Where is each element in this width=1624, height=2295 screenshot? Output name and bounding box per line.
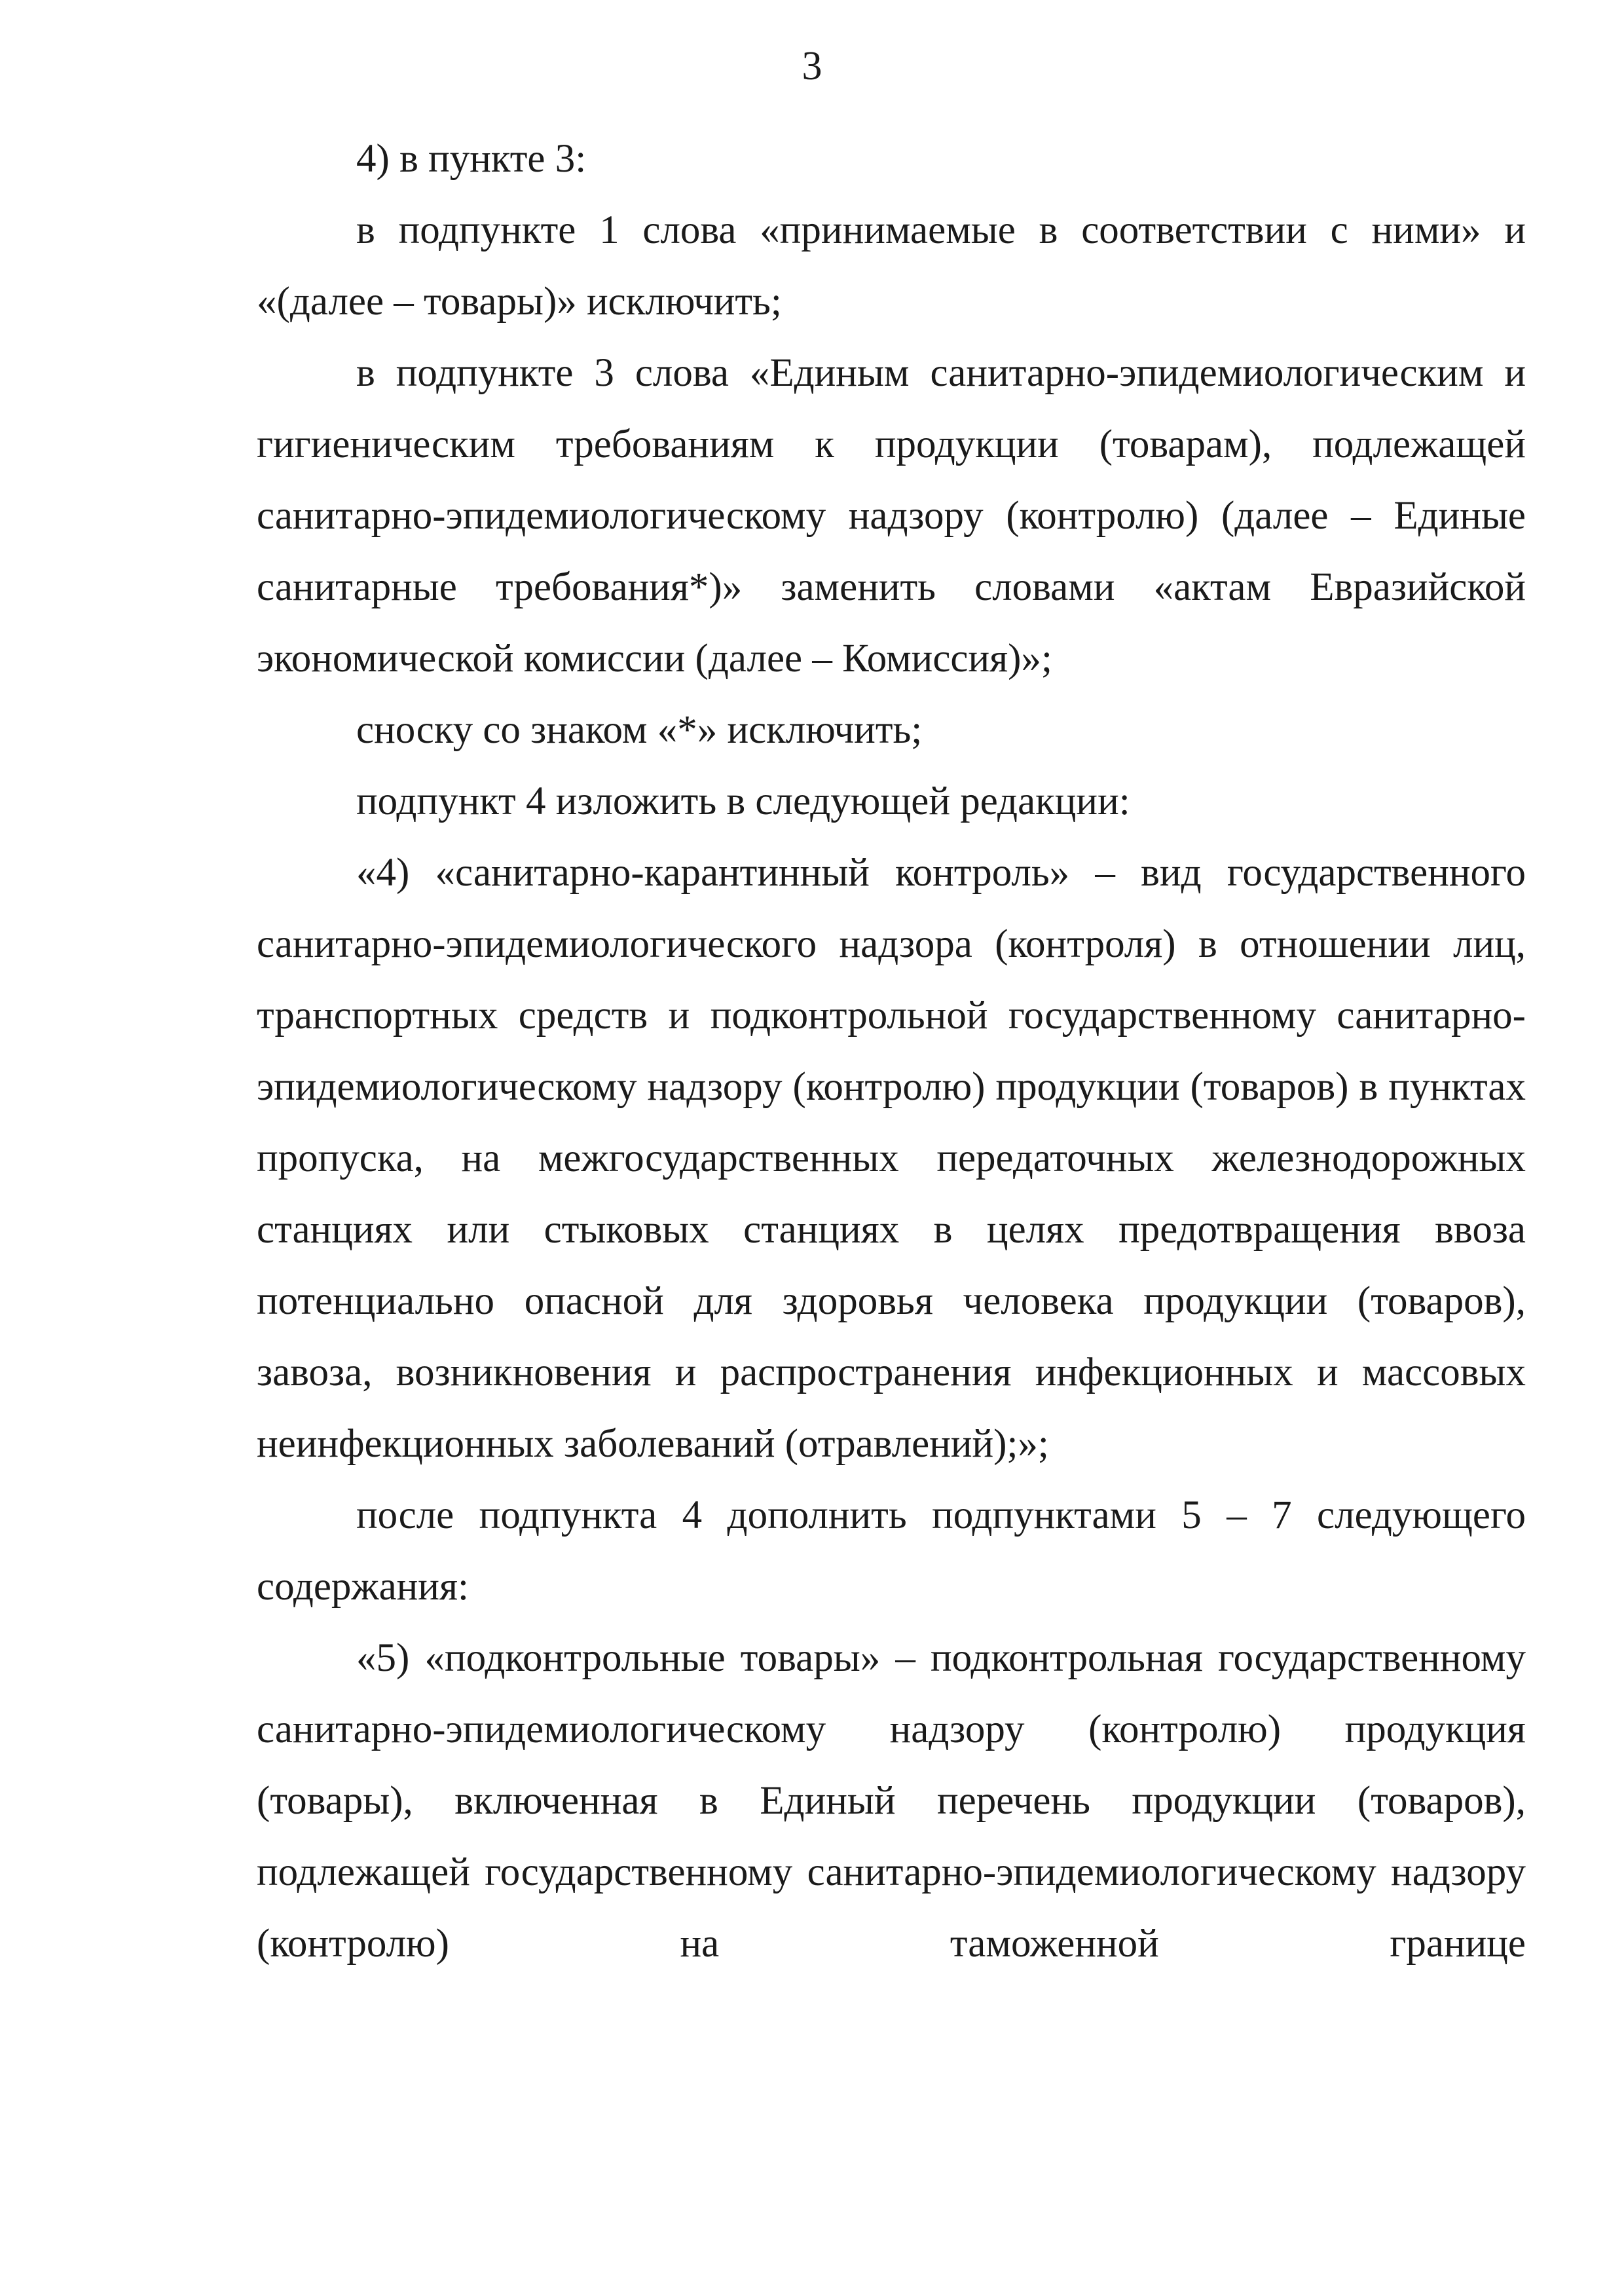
- paragraph-subitem-3: в подпункте 3 слова «Единым санитарно-эпидемиологическим и гигиеническим требованиям к продукции (товарам), подлежащей санитарно-эпидемиологическому надзору (контролю) (далее – Единые санитарные требования*)» заменить словами «актам Евразийской экономической комиссии (далее – Комиссия)»;: [257, 351, 1526, 681]
- paragraph-subitem-4-intro: подпункт 4 изложить в следующей редакции:: [356, 779, 1130, 823]
- paragraph-subitem-5-text: «5) «подконтрольные товары» – подконтрольная государственному санитарно-эпидемиологическому надзору (контролю) продукция (товары), включенная в Единый перечень продукции (товаров), подлежащей государственному санитарно-эпидемиологическому надзору (контролю) на таможенной границе: [257, 1636, 1526, 1966]
- paragraph-item-4: 4) в пункте 3:: [356, 137, 587, 181]
- document-body: [257, 123, 1526, 1979]
- paragraph-add-subitems: после подпункта 4 дополнить подпунктами 5 – 7 следующего содержания:: [257, 1493, 1526, 1609]
- paragraph-subitem-4-text: «4) «санитарно-карантинный контроль» – вид государственного санитарно-эпидемиологического надзора (контроля) в отношении лиц, транспортных средств и подконтрольной государственному санитарно-эпидемиологическому надзору (контролю) продукции (товаров) в пунктах пропуска, на межгосударственных передаточных железнодорожных станциях или стыковых станциях в целях предотвращения ввоза потенциально опасной для здоровья человека продукции (товаров), завоза, возникновения и распространения инфекционных и массовых неинфекционных заболеваний (отравлений);»;: [257, 851, 1526, 1466]
- paragraph-footnote-removal: сноску со знаком «*» исключить;: [356, 708, 923, 752]
- paragraph-subitem-1: в подпункте 1 слова «принимаемые в соответствии с ними» и «(далее – товары)» исключить;: [257, 208, 1526, 324]
- page-number: 3: [802, 44, 822, 88]
